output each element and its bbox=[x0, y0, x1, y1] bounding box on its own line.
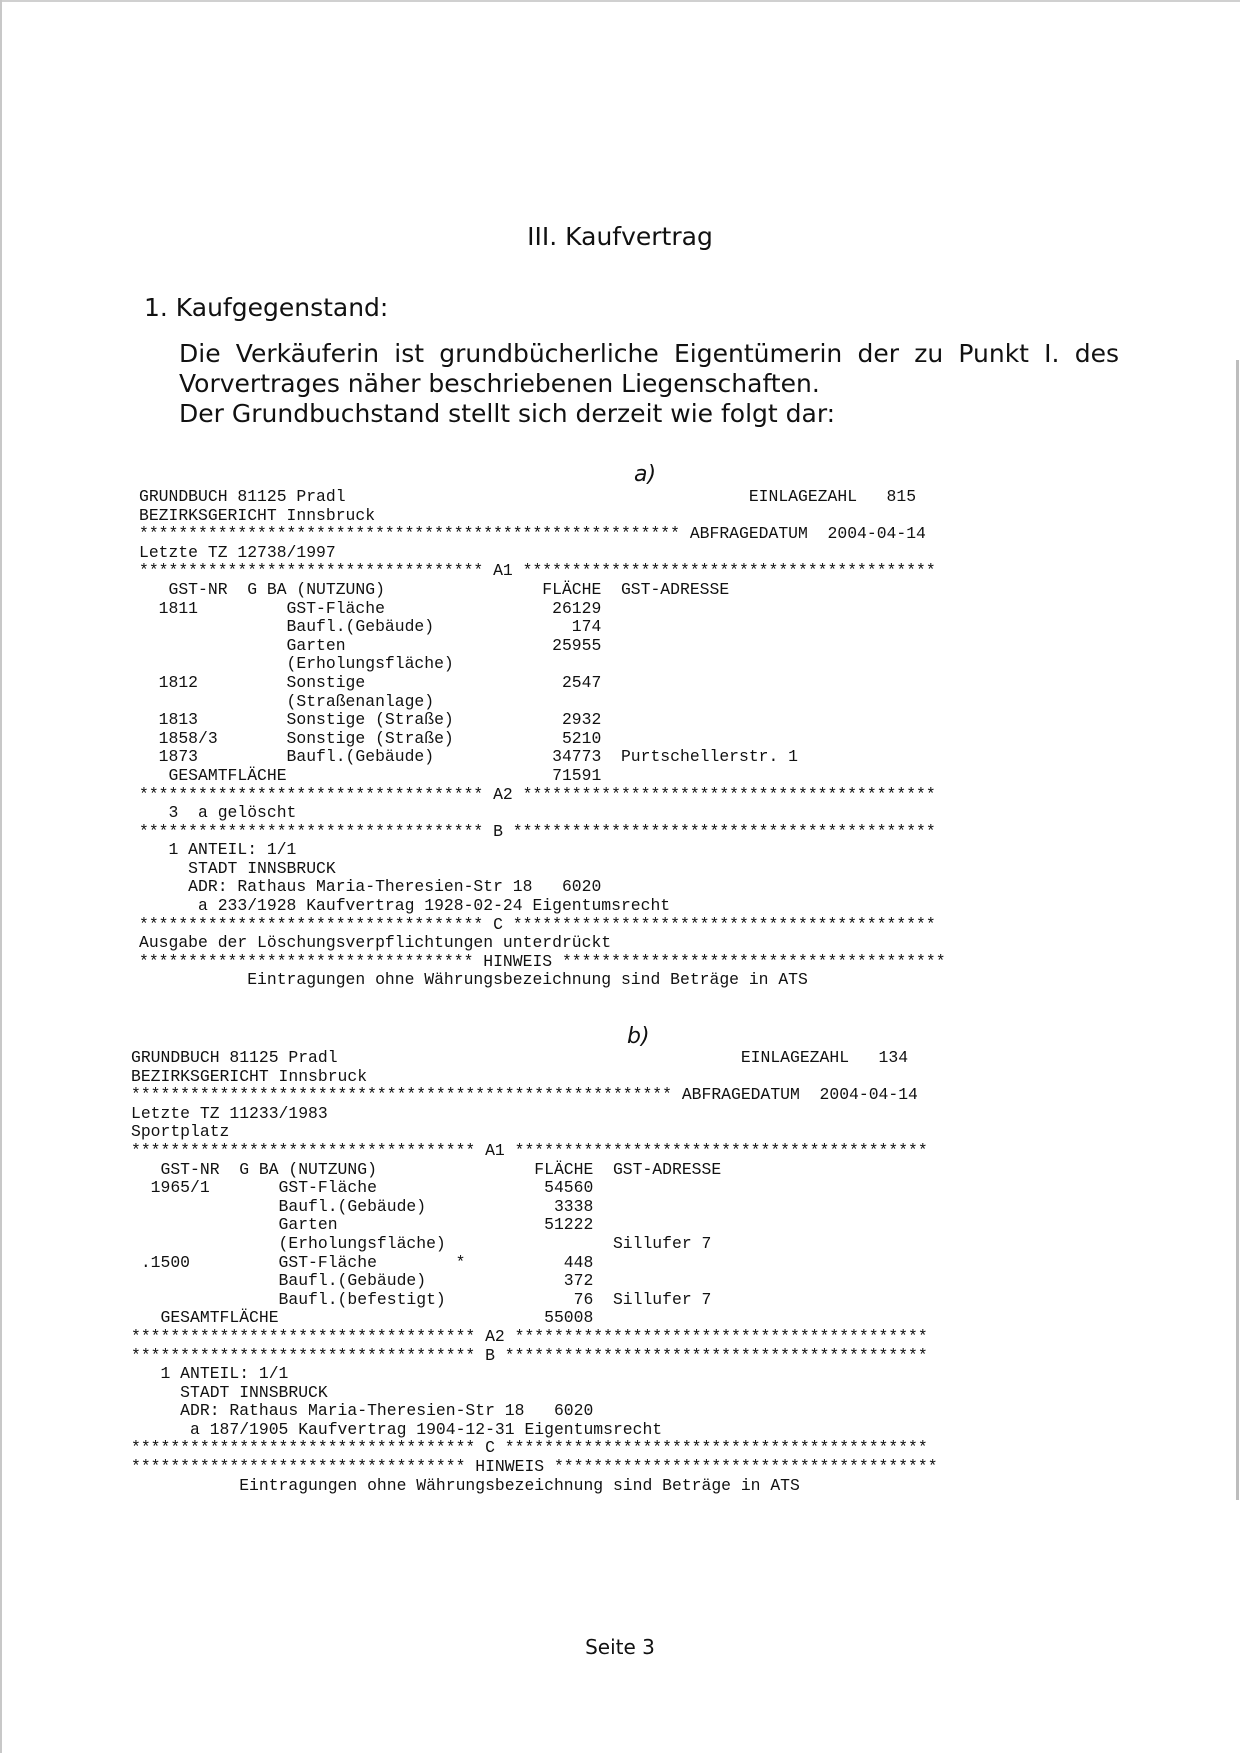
extract-a-line: ******************************************************* ABFRAGEDATUM 2004-04-14 bbox=[139, 524, 926, 544]
page-number: Seite 3 bbox=[585, 1635, 655, 1659]
intro-line-3: Der Grundbuchstand stellt sich derzeit wie folgt dar: bbox=[179, 399, 836, 428]
extract-a-line: Baufl.(Gebäude) 174 bbox=[139, 617, 602, 637]
extract-b-label: b) bbox=[627, 1024, 650, 1049]
extract-b-line: *********************************** B ******************************************* bbox=[131, 1345, 928, 1365]
extract-b-line: Baufl.(Gebäude) 372 bbox=[131, 1271, 594, 1291]
extract-a-line: Garten 25955 bbox=[139, 635, 602, 655]
extract-b-line: (Erholungsfläche) Sillufer 7 bbox=[131, 1233, 712, 1253]
extract-a-line: GESAMTFLÄCHE 71591 bbox=[139, 765, 602, 785]
extract-a-line: 1873 Baufl.(Gebäude) 34773 Purtschellerstr. 1 bbox=[139, 747, 799, 767]
extract-a-line: 1812 Sonstige 2547 bbox=[139, 672, 602, 692]
extract-b-line: 1 ANTEIL: 1/1 bbox=[131, 1364, 289, 1384]
extract-a-line: BEZIRKSGERICHT Innsbruck bbox=[139, 505, 376, 525]
extract-a-line: 1811 GST-Fläche 26129 bbox=[139, 598, 602, 618]
extract-b-line: ******************************************************* ABFRAGEDATUM 2004-04-14 bbox=[131, 1085, 918, 1105]
section-heading: 1. Kaufgegenstand: bbox=[144, 293, 389, 322]
extract-b-line: 1965/1 GST-Fläche 54560 bbox=[131, 1178, 594, 1198]
extract-b-line: *********************************** A1 ****************************************** bbox=[131, 1140, 928, 1160]
extract-b-line: Baufl.(Gebäude) 3338 bbox=[131, 1196, 594, 1216]
extract-a-line: *********************************** B ******************************************* bbox=[139, 821, 936, 841]
extract-a-line: STADT INNSBRUCK bbox=[139, 858, 336, 878]
extract-a-line: *********************************** A1 ****************************************** bbox=[139, 561, 936, 581]
intro-line-2: Vorvertrages näher beschriebenen Liegenschaften. bbox=[179, 369, 820, 398]
intro-line-1: Die Verkäuferin ist grundbücherliche Eigentümerin der zu Punkt I. des bbox=[179, 339, 1119, 368]
extract-a-line: GST-NR G BA (NUTZUNG) FLÄCHE GST-ADRESSE bbox=[139, 579, 730, 599]
extract-b-line: .1500 GST-Fläche * 448 bbox=[131, 1252, 594, 1272]
document-title: III. Kaufvertrag bbox=[527, 222, 713, 251]
extract-a-line: Ausgabe der Löschungsverpflichtungen unterdrückt bbox=[139, 933, 612, 953]
extract-b-line: GESAMTFLÄCHE 55008 bbox=[131, 1308, 594, 1328]
extract-a-line: Eintragungen ohne Währungsbezeichnung sind Beträge in ATS bbox=[139, 970, 808, 990]
extract-b-line: Sportplatz bbox=[131, 1122, 230, 1142]
extract-a-line: 3 a gelöscht bbox=[139, 803, 297, 823]
extract-a-line: 1 ANTEIL: 1/1 bbox=[139, 840, 297, 860]
extract-a-line: GRUNDBUCH 81125 Pradl EINLAGEZAHL 815 bbox=[139, 487, 917, 506]
extract-b-line: GST-NR G BA (NUTZUNG) FLÄCHE GST-ADRESSE bbox=[131, 1159, 722, 1179]
extract-b-line: Baufl.(befestigt) 76 Sillufer 7 bbox=[131, 1289, 712, 1309]
extract-a-line: 1813 Sonstige (Straße) 2932 bbox=[139, 710, 602, 730]
extract-b-line: *********************************** A2 ****************************************** bbox=[131, 1326, 928, 1346]
extract-b-line: ********************************** HINWEIS *************************************** bbox=[131, 1457, 938, 1477]
extract-b-line: GRUNDBUCH 81125 Pradl EINLAGEZAHL 134 bbox=[131, 1048, 909, 1067]
scan-edge-right bbox=[1236, 360, 1239, 1500]
extract-b-line: Letzte TZ 11233/1983 bbox=[131, 1103, 328, 1123]
extract-b-line: ADR: Rathaus Maria-Theresien-Str 18 6020 bbox=[131, 1401, 594, 1421]
grundbuch-extract-a bbox=[139, 488, 946, 990]
grundbuch-extract-b bbox=[131, 1049, 938, 1495]
extract-b-line: Garten 51222 bbox=[131, 1215, 594, 1235]
extract-a-label: a) bbox=[634, 462, 657, 487]
scan-edge-left bbox=[0, 0, 2, 1753]
scan-edge-top bbox=[0, 0, 1240, 2]
extract-b-line: BEZIRKSGERICHT Innsbruck bbox=[131, 1066, 368, 1086]
extract-b-line: STADT INNSBRUCK bbox=[131, 1382, 328, 1402]
intro-paragraph bbox=[179, 339, 1119, 429]
extract-a-line: *********************************** A2 ****************************************** bbox=[139, 784, 936, 804]
extract-a-line: ADR: Rathaus Maria-Theresien-Str 18 6020 bbox=[139, 877, 602, 897]
extract-b-line: a 187/1905 Kaufvertrag 1904-12-31 Eigentumsrecht bbox=[131, 1419, 663, 1439]
extract-b-line: Eintragungen ohne Währungsbezeichnung sind Beträge in ATS bbox=[131, 1475, 800, 1495]
extract-a-line: 1858/3 Sonstige (Straße) 5210 bbox=[139, 728, 602, 748]
extract-a-line: (Erholungsfläche) bbox=[139, 654, 454, 674]
extract-a-line: a 233/1928 Kaufvertrag 1928-02-24 Eigentumsrecht bbox=[139, 896, 671, 916]
extract-a-line: *********************************** C ******************************************* bbox=[139, 914, 936, 934]
extract-a-line: (Straßenanlage) bbox=[139, 691, 435, 711]
extract-a-line: ********************************** HINWEIS *************************************** bbox=[139, 951, 946, 971]
extract-a-line: Letzte TZ 12738/1997 bbox=[139, 542, 336, 562]
extract-b-line: *********************************** C ******************************************* bbox=[131, 1438, 928, 1458]
